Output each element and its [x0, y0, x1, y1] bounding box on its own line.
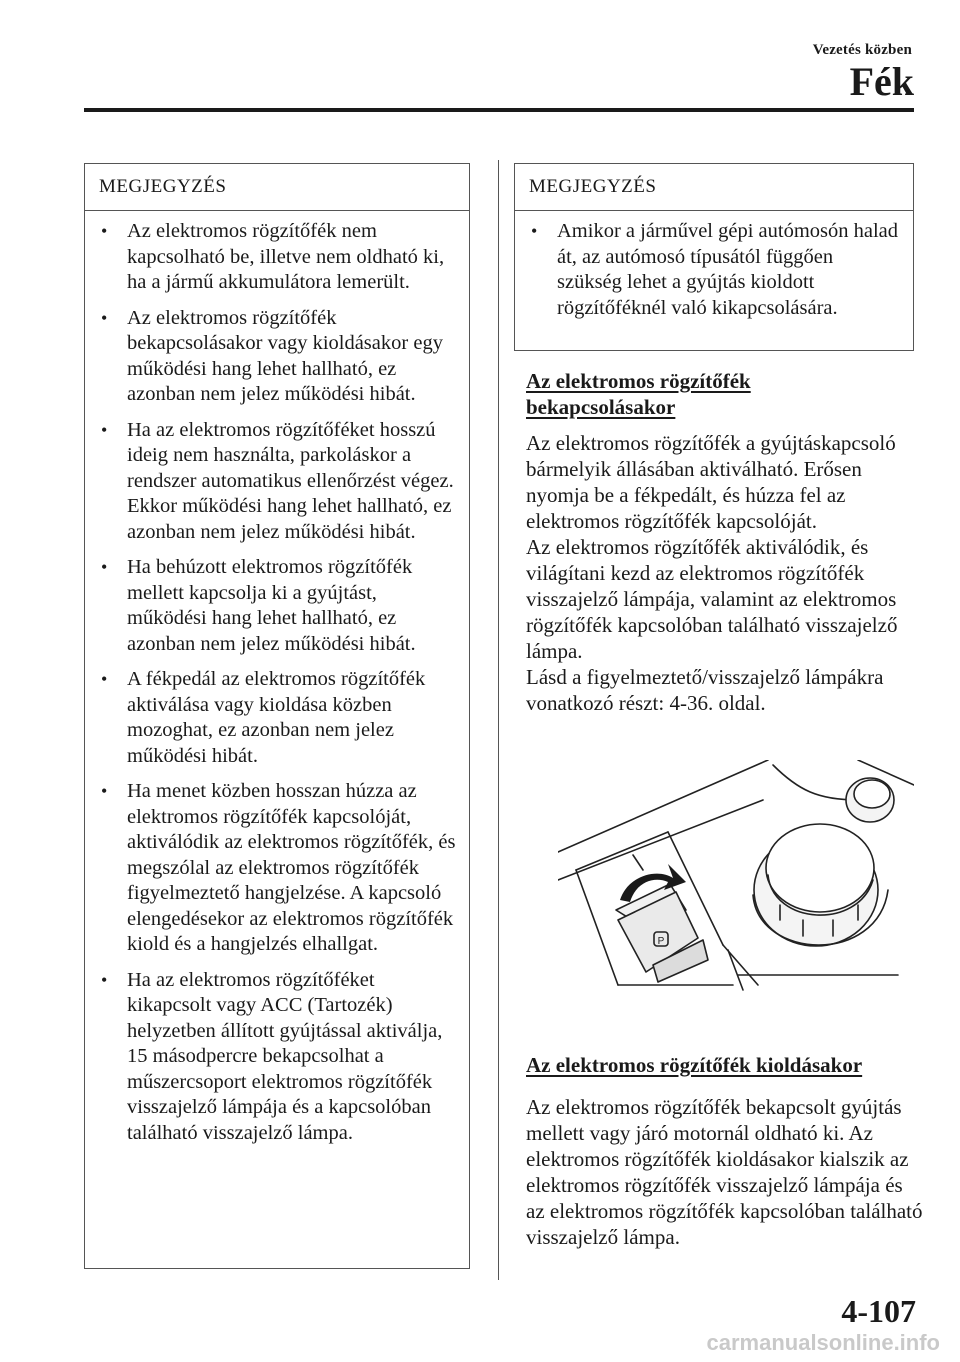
note-list	[515, 211, 913, 335]
bullet-icon: •	[101, 969, 108, 990]
watermark: carmanualsonline.info	[706, 1330, 940, 1355]
page-number: 4-107	[841, 1293, 916, 1329]
note-heading: MEGJEGYZÉS	[515, 164, 913, 211]
page-title: Fék	[849, 59, 914, 104]
section-heading-release: Az elektromos rögzítőfék kioldásakor	[526, 1053, 863, 1077]
bullet-icon: •	[101, 669, 108, 689]
section-body-release	[526, 1094, 926, 1250]
note-item: • Ha az elektromos rögzítőféket hosszú ideig nem használta, parkoláskor a rendszer automatikus ellenőrzést végez. Ekkor működési hang lehet hallható, ez azonban nem jelez működési hibát.	[101, 418, 454, 543]
note-box-right	[514, 163, 914, 351]
note-box-left	[84, 163, 470, 1269]
bullet-icon: •	[101, 781, 108, 801]
note-item: • Amikor a járművel gépi autómosón halad át, az autómosó típusától függően szükség lehet a gyújtás kioldott rögzítőféknél való kikapcsolására.	[531, 220, 899, 319]
bullet-icon: •	[101, 221, 108, 241]
header-rule	[84, 108, 914, 112]
bullet-icon: •	[101, 557, 108, 577]
bullet-icon: •	[101, 307, 108, 328]
note-item: • Ha menet közben hosszan húzza az elektromos rögzítőfék kapcsolóját, aktiválódik az elektromos rögzítőfék, és megszólal az elektromos rögzítőfék figyelmeztető hangjelzése. A kapcsoló elengedésekor az elektromos rögzítőfék kiold és a hangjelzés elhallgat.	[101, 780, 456, 955]
paragraph: Lásd a figyelmeztető/visszajelző lámpákra vonatkozó részt: 4-36. oldal.	[526, 665, 884, 715]
bullet-icon: •	[531, 221, 538, 241]
section-body-apply	[526, 430, 926, 716]
note-item: • Ha behúzott elektromos rögzítőfék mellett kapcsolja ki a gyújtást, működési hang lehet hallható, ez azonban nem jelez működési hibát.	[101, 556, 416, 655]
note-item: • Ha az elektromos rögzítőféket kikapcsolt vagy ACC (Tartozék) helyzetben állított gyújtással aktiválja, 15 másodpercre bekapcsolhat a műszercsoport elektromos rögzítőfék visszajelző lámpája és a kapcsolóban található visszajelző lámpa.	[101, 968, 443, 1144]
column-divider	[498, 160, 499, 1280]
note-item: • Az elektromos rögzítőfék bekapcsolásakor vagy kioldásakor egy működési hang lehet hallható, ez azonban nem jelez működési hibát.	[101, 306, 443, 405]
paragraph: Az elektromos rögzítőfék aktiválódik, és világítani kezd az elektromos rögzítőfék visszajelző lámpája, valamint az elektromos rögzítőfék kapcsolóban található visszajelző lámpa.	[526, 535, 898, 663]
switch-symbol: P	[657, 936, 665, 947]
note-item: • Az elektromos rögzítőfék nem kapcsolható be, illetve nem oldható ki, ha a jármű akkumulátora lemerült.	[101, 220, 445, 293]
note-list	[85, 211, 469, 1160]
parking-brake-switch-illustration	[558, 760, 914, 1030]
note-item: • A fékpedál az elektromos rögzítőfék aktiválása vagy kioldása közben mozoghat, ez azonban nem jelez működési hibát.	[101, 668, 426, 767]
section-heading-apply: Az elektromos rögzítőfék bekapcsolásakor	[526, 369, 751, 419]
note-heading: MEGJEGYZÉS	[85, 164, 469, 211]
paragraph: Az elektromos rögzítőfék bekapcsolt gyújtás mellett vagy járó motornál oldható ki. Az elektromos rögzítőfék kioldásakor kialszik az elektromos rögzítőfék visszajelző lámpája és az elektromos rögzítőfék kapcsolóban található visszajelző lámpa.	[526, 1095, 923, 1249]
paragraph: Az elektromos rögzítőfék a gyújtáskapcsoló bármelyik állásában aktiválható. Erősen nyomja be a fékpedált, és húzza fel az elektromos rögzítőfék kapcsolóját.	[526, 431, 896, 533]
section-label: Vezetés közben	[812, 42, 912, 58]
bullet-icon: •	[101, 419, 108, 440]
